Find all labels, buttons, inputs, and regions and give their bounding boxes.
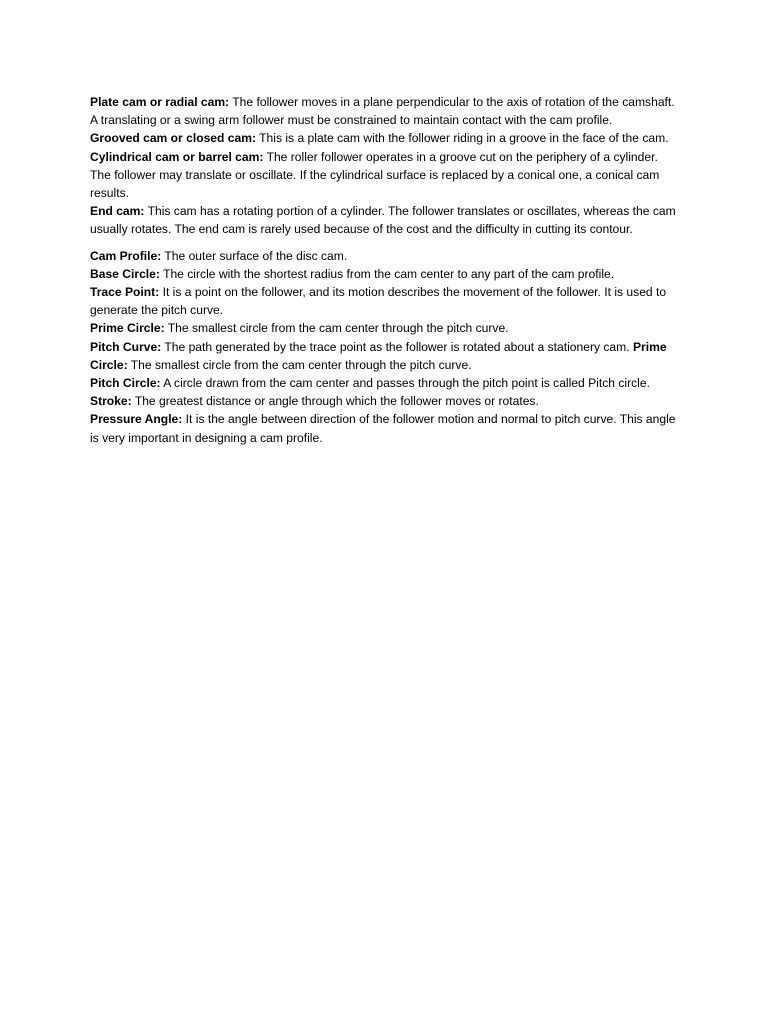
term-label: Stroke: [90, 394, 132, 409]
term-label: Base Circle: [90, 266, 160, 281]
definition-text: A circle drawn from the cam center and passes through the pitch point is called Pitch circle. [160, 376, 650, 391]
definition-text: The smallest circle from the cam center through the pitch curve. [127, 357, 472, 372]
definition-text: The roller follower operates in a groove cut on the periphery of a cylinder. The follower may translate or oscillate. If the cylindrical surface is replaced by a conical one, a conical cam results. [90, 149, 660, 201]
definition-pitch-circle [90, 374, 680, 392]
definition-text: This is a plate cam with the follower riding in a groove in the face of the cam. [256, 131, 669, 146]
definition-cam-profile [90, 247, 680, 265]
term-label: Pressure Angle: [90, 412, 183, 427]
paragraph-gap [90, 239, 680, 247]
definition-base-circle [90, 265, 680, 283]
definition-trace-point [90, 283, 680, 319]
definition-text: It is a point on the follower, and its motion describes the movement of the follower. It is used to generate the pitch curve. [90, 285, 667, 318]
definition-pitch-curve [90, 338, 680, 374]
term-label: Grooved cam or closed cam: [90, 131, 257, 146]
definition-text: It is the angle between direction of the follower motion and normal to pitch curve. This angle is very important in designing a cam profile. [90, 412, 676, 445]
term-label: Cylindrical cam or barrel cam: [90, 149, 264, 164]
definition-prime-circle [90, 319, 680, 337]
term-label: Plate cam or radial cam: [90, 95, 230, 109]
definition-text: The greatest distance or angle through which the follower moves or rotates. [131, 394, 539, 409]
term-label: Prime Circle: [90, 321, 165, 336]
term-label: Cam Profile: [90, 248, 162, 263]
definition-grooved-cam [90, 129, 680, 147]
definition-stroke [90, 392, 680, 410]
definition-text: This cam has a rotating portion of a cylinder. The follower translates or oscillates, whereas the cam usually rotates. The end cam is rarely used because of the cost and the difficulty in cutting its contour. [90, 204, 676, 237]
definition-pressure-angle [90, 410, 680, 446]
term-label: Pitch Curve: [90, 339, 162, 354]
definition-text: The smallest circle from the cam center through the pitch curve. [164, 321, 509, 336]
definition-end-cam [90, 202, 680, 238]
definition-plate-cam [90, 93, 680, 129]
term-label: End cam: [90, 204, 145, 219]
definition-text: The path generated by the trace point as the follower is rotated about a stationery cam. [161, 339, 630, 354]
definition-cylindrical-cam [90, 148, 680, 203]
definition-text: The outer surface of the disc cam. [161, 248, 348, 263]
document-page [90, 93, 680, 447]
term-label: Prime Circle: [90, 339, 667, 372]
term-label: Pitch Circle: [90, 376, 161, 391]
definition-text: The circle with the shortest radius from the cam center to any part of the cam profile. [159, 266, 615, 281]
definition-text: The follower moves in a plane perpendicular to the axis of rotation of the camshaft. A translating or a swing arm follower must be constrained to maintain contact with the cam profile. [90, 95, 675, 128]
term-label: Trace Point: [90, 285, 160, 300]
